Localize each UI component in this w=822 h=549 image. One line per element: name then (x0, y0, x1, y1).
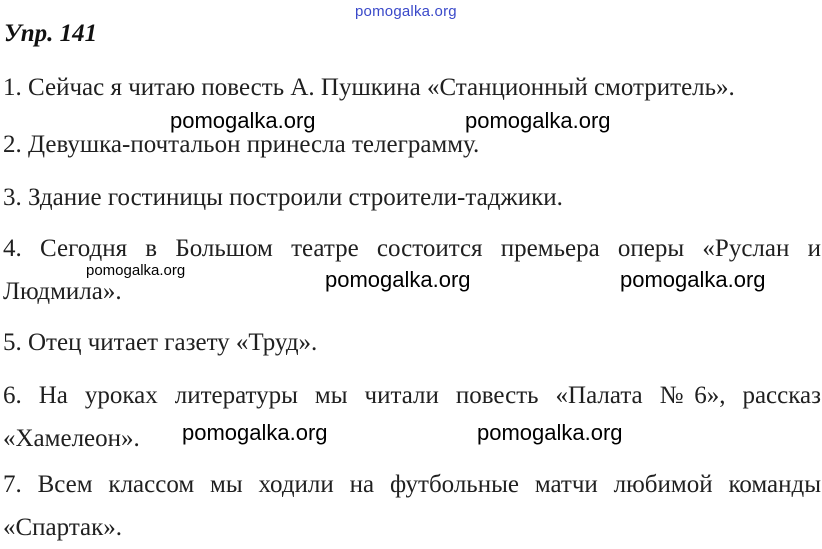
exercise-title: Упр. 141 (4, 20, 98, 47)
watermark-overlay: pomogalka.org (477, 420, 623, 445)
watermark-overlay: pomogalka.org (170, 108, 316, 133)
watermark-overlay: pomogalka.org (86, 262, 186, 279)
sentence-2: 2. Девушка-почтальон принесла телеграмму. (3, 131, 480, 158)
sentence-4: 4. Сегодня в Большом театре состоится премьера оперы «Руслан и Людмила». (3, 235, 821, 305)
sentence-7: 7. Всем классом мы ходили на футбольные матчи любимой команды «Спартак». (3, 471, 821, 541)
watermark-overlay: pomogalka.org (325, 267, 471, 292)
sentence-1: 1. Сейчас я читаю повесть А. Пушкина «Станционный смотритель». (3, 74, 735, 101)
site-watermark-top: pomogalka.org (355, 3, 457, 20)
watermark-overlay: pomogalka.org (182, 420, 328, 445)
watermark-overlay: pomogalka.org (465, 108, 611, 133)
sentence-3: 3. Здание гостиницы построили строители-таджики. (3, 184, 563, 211)
sentence-5: 5. Отец читает газету «Труд». (3, 329, 318, 356)
sentence-6: 6. На уроках литературы мы читали повесть «Палата №6», рассказ «Хамелеон». (3, 382, 821, 452)
watermark-overlay: pomogalka.org (620, 267, 766, 292)
